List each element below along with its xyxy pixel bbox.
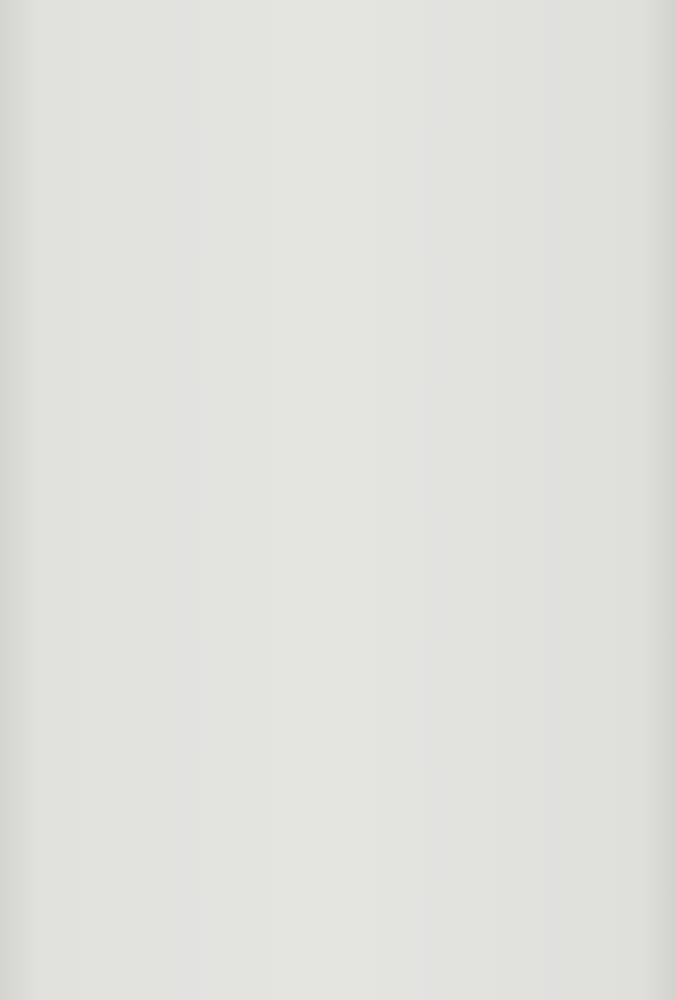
watermark-logo xyxy=(330,440,630,540)
